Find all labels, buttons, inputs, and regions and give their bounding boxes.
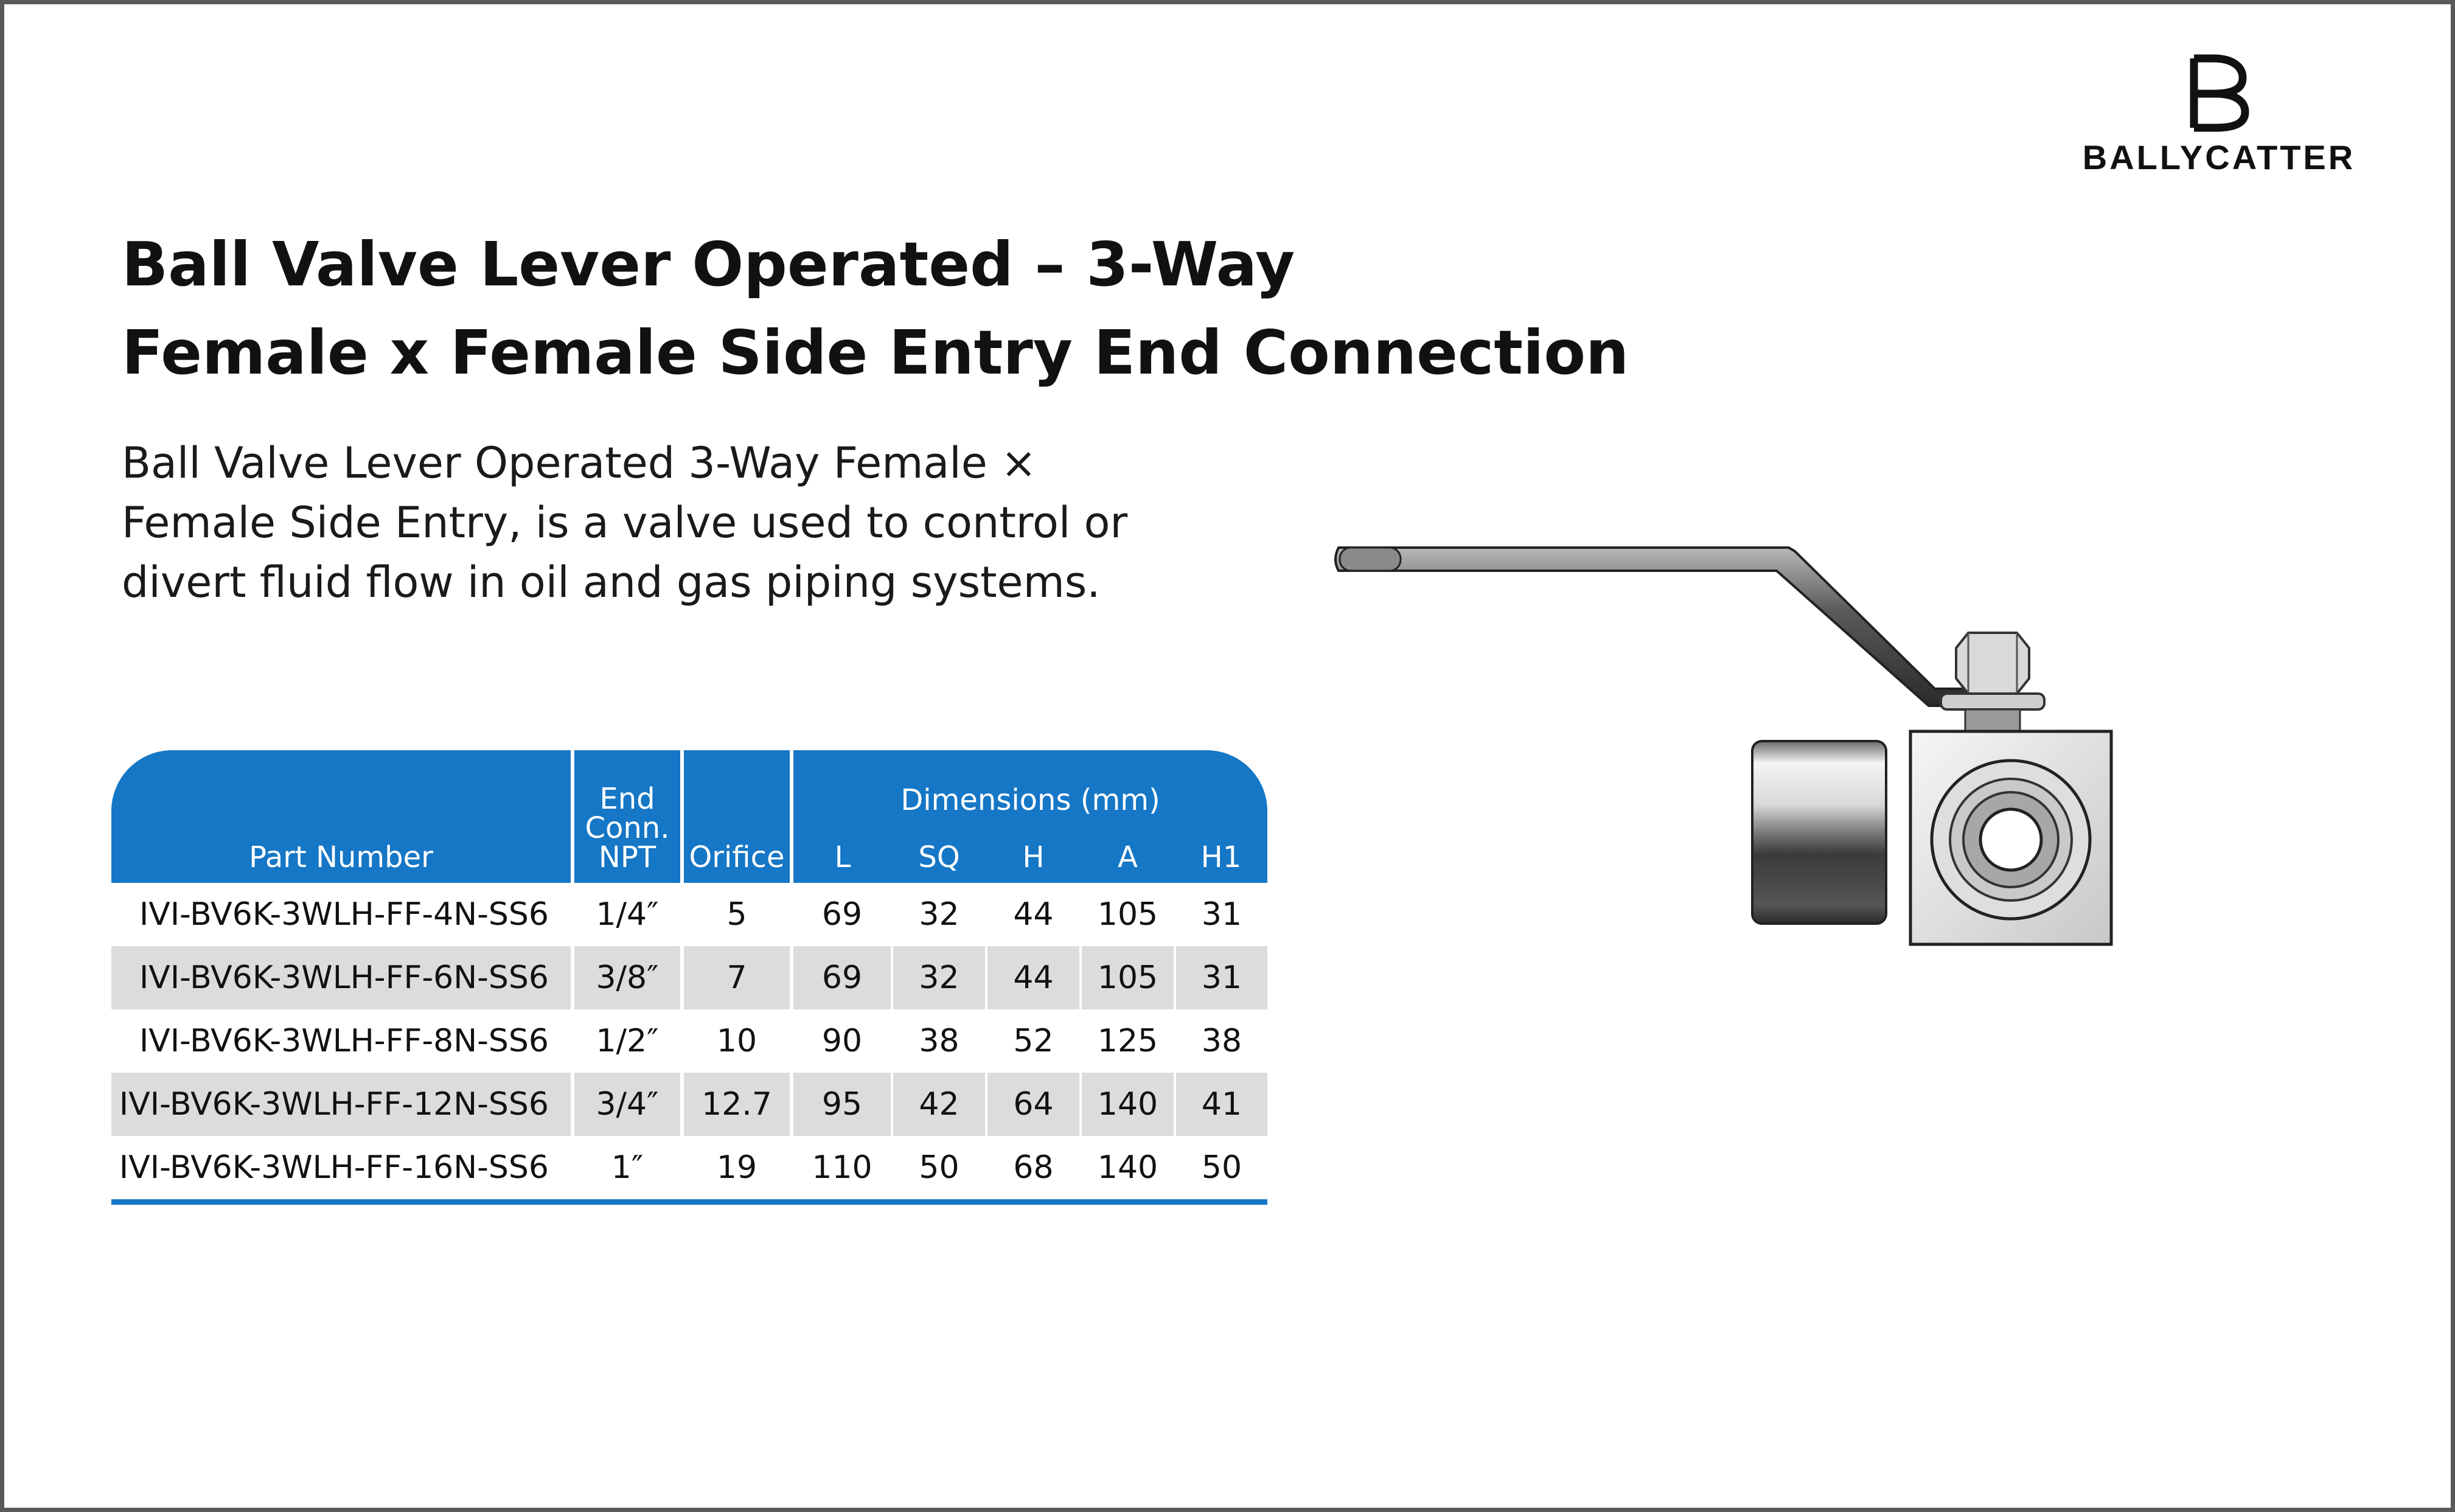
cell-h1: 31: [1175, 946, 1267, 1009]
cell-a: 105: [1081, 883, 1175, 946]
stem-nut: [1956, 633, 2029, 694]
ball-valve-illustration: [1326, 523, 2117, 961]
header-end-conn-line2: Conn.: [585, 811, 670, 845]
header-part-number: Part Number: [111, 750, 573, 883]
cell-part-number: IVI-BV6K-3WLH-FF-4N-SS6: [139, 896, 549, 933]
cell-npt: 1/4″: [573, 883, 682, 946]
header-h1: H1: [1175, 826, 1267, 883]
cell-a: 140: [1081, 1136, 1175, 1202]
cell-h: 68: [986, 1136, 1081, 1202]
cell-l: 69: [792, 946, 892, 1009]
title-line-1: Ball Valve Lever Operated – 3-Way: [122, 229, 1295, 300]
cell-part-number: IVI-BV6K-3WLH-FF-6N-SS6: [111, 946, 573, 1009]
header-sq: SQ: [892, 826, 986, 883]
table-row: [111, 1136, 1267, 1202]
page-title: [122, 220, 1629, 397]
cell-part-number: IVI-BV6K-3WLH-FF-8N-SS6: [139, 1023, 549, 1059]
spec-table: [111, 750, 1267, 1205]
header-end-conn-line1: End: [599, 782, 655, 816]
header-dimensions: Dimensions (mm): [792, 750, 1267, 826]
cell-h: 44: [986, 883, 1081, 946]
lever-handle: [1335, 548, 1983, 706]
cell-orifice: 10: [682, 1009, 792, 1073]
cell-sq: 50: [892, 1136, 986, 1202]
cell-sq: 42: [892, 1073, 986, 1136]
brand-logo: [2061, 54, 2377, 177]
cell-a: 140: [1081, 1073, 1175, 1136]
product-description: Ball Valve Lever Operated 3-Way Female × Female Side Entry, is a valve used to control or divert fluid flow in oil and gas piping systems.: [122, 438, 1128, 607]
table-row: [111, 1009, 1267, 1073]
cell-h1: 50: [1175, 1136, 1267, 1202]
cell-h1: 31: [1175, 883, 1267, 946]
header-end-conn-line3: NPT: [598, 840, 656, 874]
cell-sq: 32: [892, 883, 986, 946]
cell-orifice: 5: [682, 883, 792, 946]
cell-orifice: 12.7: [682, 1073, 792, 1136]
cell-h1: 38: [1175, 1009, 1267, 1073]
cell-h: 64: [986, 1073, 1081, 1136]
title-line-2: Female x Female Side Entry End Connection: [122, 317, 1629, 388]
cell-part-number: IVI-BV6K-3WLH-FF-12N-SS6: [111, 1073, 573, 1136]
header-a: A: [1081, 826, 1175, 883]
lever-grip: [1340, 548, 1401, 571]
cell-l: 95: [792, 1073, 892, 1136]
cell-orifice: 19: [682, 1136, 792, 1202]
header-l: L: [792, 826, 892, 883]
cell-orifice: 7: [682, 946, 792, 1009]
table-row: [111, 946, 1267, 1009]
cell-h: 52: [986, 1009, 1081, 1073]
left-pipe-end: [1752, 741, 1886, 924]
cell-l: 110: [792, 1136, 892, 1202]
cell-h: 44: [986, 946, 1081, 1009]
cell-npt: 1″: [573, 1136, 682, 1202]
table-row: [111, 1073, 1267, 1136]
header-h: H: [986, 826, 1081, 883]
cell-npt: 3/8″: [573, 946, 682, 1009]
stem-washer: [1941, 694, 2044, 709]
port-opening: [1980, 809, 2041, 870]
cell-sq: 38: [892, 1009, 986, 1073]
cell-l: 90: [792, 1009, 892, 1073]
header-orifice: Orifice: [682, 750, 792, 883]
cell-a: 125: [1081, 1009, 1175, 1073]
ballycatter-b-icon: [2185, 54, 2252, 133]
cell-a: 105: [1081, 946, 1175, 1009]
cell-npt: 3/4″: [573, 1073, 682, 1136]
cell-h1: 41: [1175, 1073, 1267, 1136]
cell-l: 69: [792, 883, 892, 946]
table-row: [111, 883, 1267, 946]
cell-sq: 32: [892, 946, 986, 1009]
header-end-conn: [573, 750, 682, 883]
logo-wordmark: BALLYCATTER: [2082, 138, 2356, 176]
cell-npt: 1/2″: [573, 1009, 682, 1073]
cell-part-number: IVI-BV6K-3WLH-FF-16N-SS6: [111, 1136, 573, 1202]
